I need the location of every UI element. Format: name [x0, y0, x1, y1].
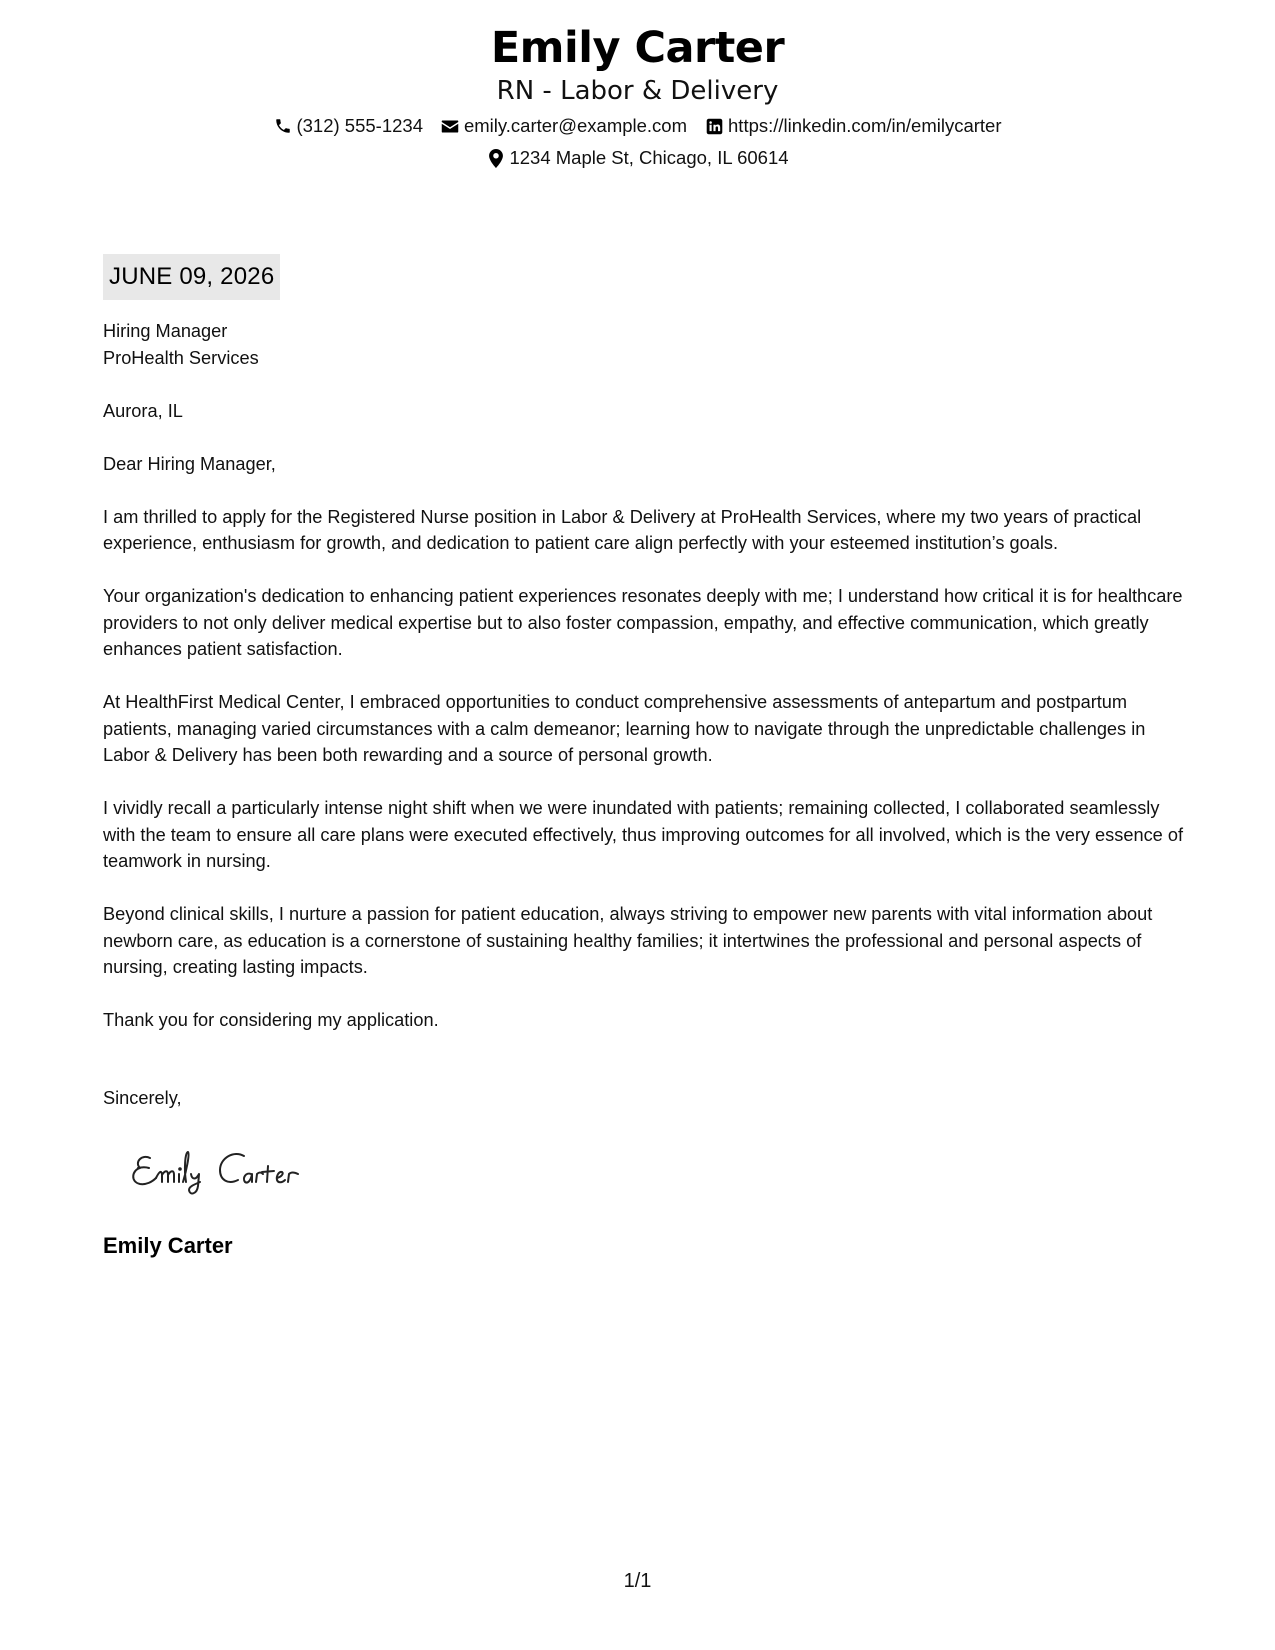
- email-link[interactable]: emily.carter@example.com: [463, 115, 688, 136]
- map-pin-icon: [486, 149, 505, 168]
- body-paragraph-1: I am thrilled to apply for the Registered Nurse position in Labor & Delivery at ProHealth Services, where my two years of practical experience, enthusiasm for growth, and dedication to patient care align perfectly with your esteemed institution’s goals.: [103, 506, 1142, 553]
- handwritten-signature: [128, 1140, 348, 1200]
- body-paragraph-4: I vividly recall a particularly intense night shift when we were inundated with patients; remaining collected, I collaborated seamlessly with the team to ensure all care plans were executed effectively, thus improving outcomes for all involved, which is the very essence of teamwork in nursing.: [103, 798, 1183, 871]
- salutation: Dear Hiring Manager,: [103, 453, 276, 474]
- contact-address: [486, 146, 788, 170]
- envelope-icon: [441, 117, 460, 136]
- page-number: 1/1: [623, 1570, 652, 1592]
- phone-icon: [273, 117, 292, 136]
- contact-linkedin[interactable]: [705, 114, 1002, 138]
- body-paragraph-5: Beyond clinical skills, I nurture a passion for patient education, always striving to empower new parents with vital information about newborn care, as education is a cornerstone of sustaining healthy families; it intertwines the professional and personal aspects of nursing, creating lasting impacts.: [103, 904, 1153, 977]
- contact-email[interactable]: [441, 114, 687, 138]
- signoff: Sincerely,: [103, 1087, 182, 1108]
- letter-header: [0, 22, 1275, 170]
- body-paragraph-2: Your organization's dedication to enhancing patient experiences resonates deeply with me; I understand how critical it is for healthcare providers to not only deliver medical expertise but to also foster compassion, empathy, and effective communication, which greatly enhances patient satisfaction.: [103, 586, 1183, 659]
- applicant-role: RN - Labor & Delivery: [496, 76, 779, 106]
- address-text: 1234 Maple St, Chicago, IL 60614: [509, 147, 789, 168]
- applicant-name: Emily Carter: [490, 23, 785, 73]
- address-row: [0, 146, 1275, 170]
- body-paragraph-3: At HealthFirst Medical Center, I embraced opportunities to conduct comprehensive assessments of antepartum and postpartum patients, managing varied circumstances with a calm demeanor; learning how to navigate through the unpredictable challenges in Labor & Delivery has been both rewarding and a source of personal growth.: [103, 692, 1146, 765]
- linkedin-icon: [705, 117, 724, 136]
- recipient-title: Hiring Manager: [103, 321, 228, 341]
- letter-body: [103, 318, 1183, 1138]
- contact-phone: [273, 114, 423, 138]
- signer-name: Emily Carter: [103, 1233, 233, 1258]
- recipient-location: Aurora, IL: [103, 400, 183, 421]
- recipient-company: ProHealth Services: [103, 347, 259, 368]
- linkedin-link[interactable]: https://linkedin.com/in/emilycarter: [728, 115, 1002, 136]
- letter-date: JUNE 09, 2026: [103, 254, 280, 300]
- phone-text: (312) 555-1234: [296, 115, 423, 136]
- contact-row: [0, 114, 1275, 138]
- closing-line: Thank you for considering my application.: [103, 1010, 439, 1030]
